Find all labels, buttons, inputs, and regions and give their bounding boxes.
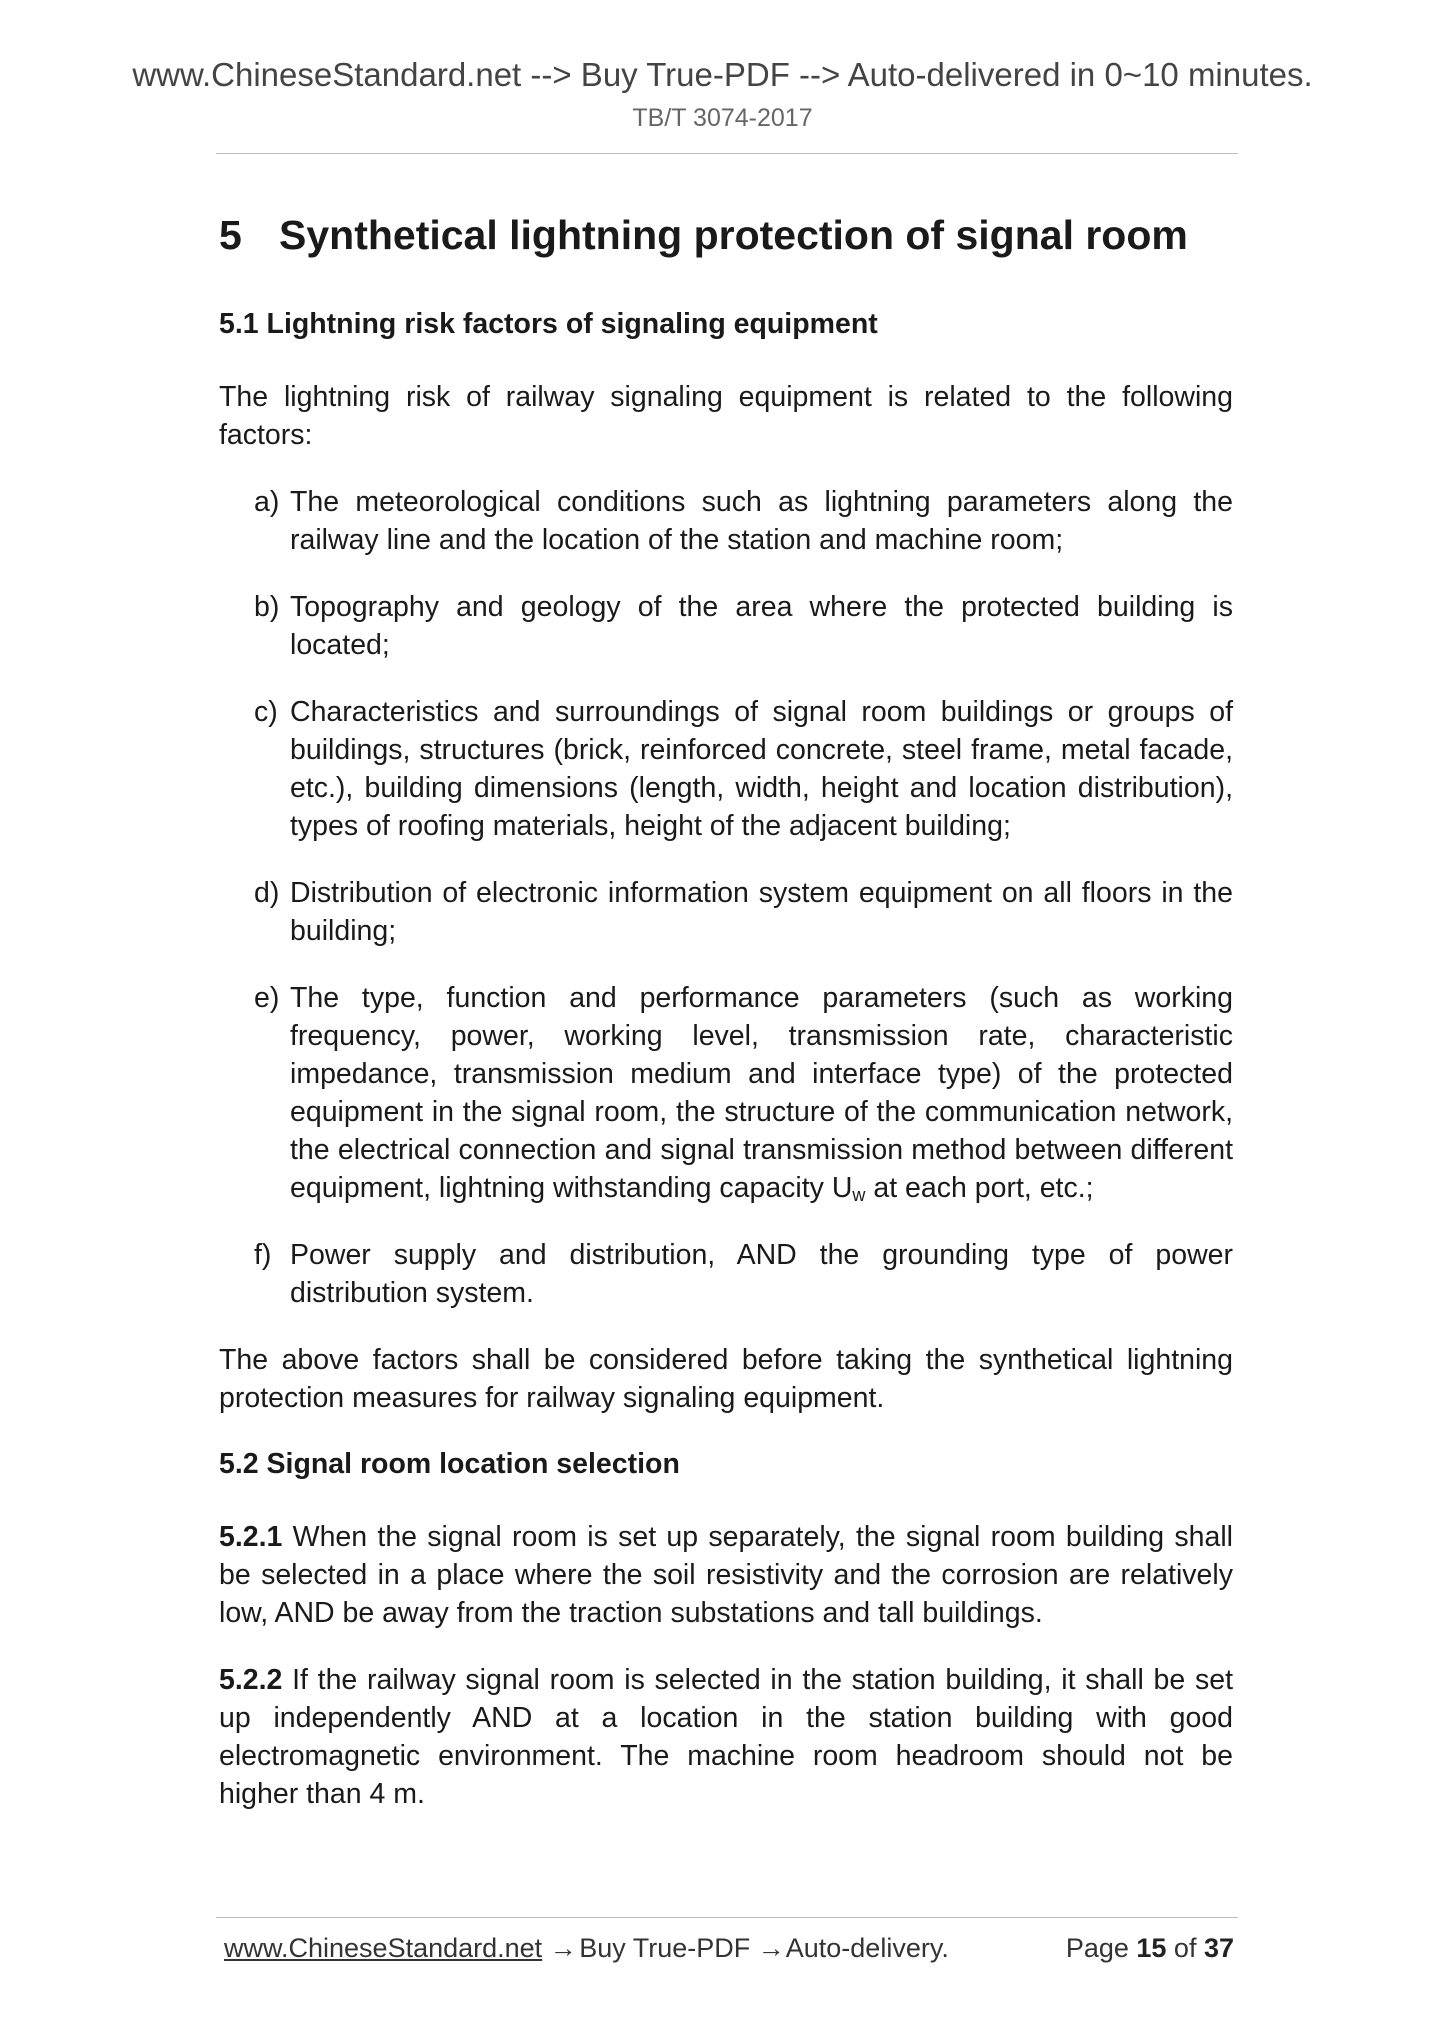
clause-text: When the signal room is set up separately, the signal room building shall be selected in a place where the soil resistivity and the corrosion are relatively low, AND be away from the traction substations and tall buildings.	[219, 1521, 1233, 1629]
standard-code: TB/T 3074-2017	[632, 104, 813, 132]
section-heading-5-2: 5.2 Signal room location selection	[219, 1448, 680, 1480]
list-item	[254, 693, 1233, 845]
list-item-text: Power supply and distribution, AND the grounding type of power distribution system.	[290, 1239, 1233, 1309]
list-item-label: a)	[254, 486, 280, 518]
clause-text: If the railway signal room is selected in the station building, it shall be set up independently AND at a location in the station building with good electromagnetic environment. The machine room headroom should not be higher than 4 m.	[219, 1664, 1233, 1810]
footer-buy-text: Buy True-PDF	[571, 1933, 758, 1963]
list-item-text: Characteristics and surroundings of signal room buildings or groups of buildings, structures (brick, reinforced concrete, steel frame, metal facade, etc.), building dimensions (length, width, height and location distribution), types of roofing materials, height of the adjacent building;	[290, 696, 1233, 842]
chapter-number: 5	[219, 212, 242, 258]
list-item-label: f)	[254, 1239, 272, 1271]
page-number	[1066, 1933, 1234, 1964]
list-item-label: b)	[254, 591, 280, 623]
clause-5-2-1	[219, 1518, 1233, 1632]
arrow-right-icon: →	[757, 1933, 785, 1963]
list-item-label: e)	[254, 982, 280, 1014]
header-divider	[216, 153, 1238, 154]
risk-factor-list	[254, 483, 1233, 1312]
page-footer	[224, 1933, 1234, 1964]
list-item	[254, 483, 1233, 559]
page-of: of	[1166, 1933, 1204, 1963]
list-item	[254, 1236, 1233, 1312]
section-heading-5-1: 5.1 Lightning risk factors of signaling equipment	[219, 308, 878, 340]
list-item	[254, 588, 1233, 664]
list-item-label: c)	[254, 696, 278, 728]
page-prefix: Page	[1065, 1933, 1137, 1963]
clause-5-2-2	[219, 1661, 1233, 1813]
page-body	[219, 210, 1233, 1842]
chapter-title-text: Synthetical lightning protection of signal room	[279, 212, 1188, 258]
footer-delivery-text: Auto-delivery.	[779, 1933, 949, 1963]
list-item-label: d)	[254, 877, 280, 909]
list-item	[254, 979, 1233, 1207]
list-item-text: The meteorological conditions such as lightning parameters along the railway line and the location of the station and machine room;	[290, 486, 1233, 556]
list-item-text: Topography and geology of the area where the protected building is located;	[290, 591, 1233, 661]
list-item-text-tail: at each port, etc.;	[865, 1172, 1094, 1204]
subscript-w: w	[852, 1185, 866, 1205]
clause-number: 5.2.1	[219, 1521, 283, 1553]
list-item	[254, 874, 1233, 950]
section-5-1-closing: The above factors shall be considered before taking the synthetical lightning protection measures for railway signaling equipment.	[219, 1344, 1233, 1414]
list-item-text: The type, function and performance parameters (such as working frequency, power, working level, transmission rate, characteristic impedance, transmission medium and interface type) of the protected equipment in the signal room, the structure of the communication network, the electrical connection and signal transmission method between different equipment, lightning withstanding capacity U	[290, 982, 1233, 1204]
page-total: 37	[1203, 1933, 1234, 1963]
clause-number: 5.2.2	[219, 1664, 283, 1696]
footer-divider	[216, 1917, 1238, 1918]
page-current: 15	[1136, 1933, 1167, 1963]
section-5-1-intro: The lightning risk of railway signaling equipment is related to the following factors:	[219, 381, 1233, 451]
header-banner: www.ChineseStandard.net --> Buy True-PDF --> Auto-delivered in 0~10 minutes.	[132, 56, 1313, 93]
chapter-title	[219, 210, 1233, 260]
footer-site-link[interactable]: www.ChineseStandard.net	[224, 1933, 543, 1963]
list-item-text: Distribution of electronic information system equipment on all floors in the building;	[290, 877, 1233, 947]
arrow-right-icon: →	[549, 1933, 577, 1963]
